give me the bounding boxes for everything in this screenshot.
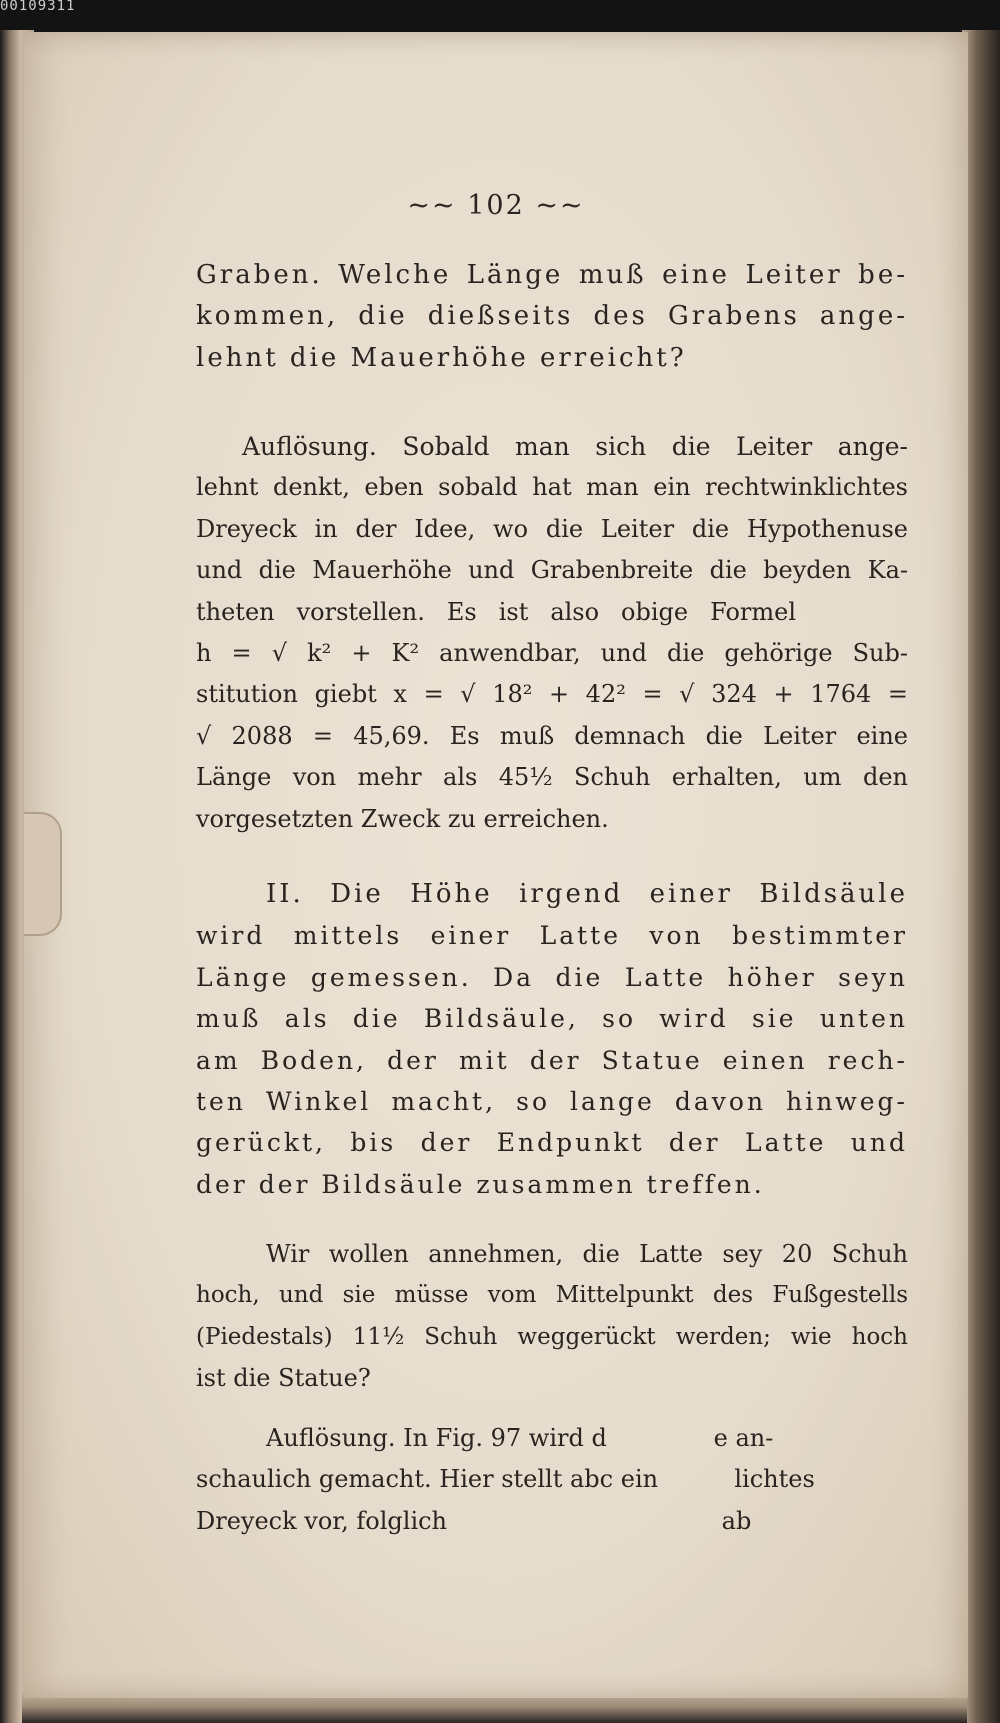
text-line: hoch, und sie müsse vom Mittelpunkt des Fußgestells — [196, 1282, 908, 1309]
text-line: der der Bildsäule zusammen treffen. — [196, 1169, 765, 1199]
text-line: Länge gemessen. Da die Latte höher seyn — [196, 962, 908, 992]
text-line: Graben. Welche Länge muß eine Leiter be- — [196, 260, 908, 290]
paragraph-5 — [196, 1418, 908, 1542]
text-line: und die Mauerhöhe und Grabenbreite die beyden Ka- — [196, 556, 908, 585]
paragraph-3 — [196, 874, 908, 1205]
text-line: Länge von mehr als 45½ Schuh erhalten, um den — [196, 763, 908, 792]
text-line: Wir wollen annehmen, die Latte sey 20 Schuh — [266, 1240, 908, 1268]
paragraph-4 — [196, 1234, 908, 1400]
page-number: ~~ 102 ~~ — [407, 190, 585, 221]
text-line: muß als die Bildsäule, so wird sie unten — [196, 1004, 908, 1034]
scan-id-label: 00109311 — [0, 0, 76, 12]
page-tab — [24, 812, 62, 936]
formula-line: √ 2088 = 45,69. Es muß demnach die Leiter eine — [196, 721, 908, 750]
formula-line: stitution giebt x = √ 18² + 42² = √ 324 + 1764 = — [196, 680, 908, 709]
text-line: am Boden, der mit der Statue einen rech- — [196, 1045, 908, 1075]
paragraph-1 — [196, 255, 908, 379]
text-line: gerückt, bis der Endpunkt der Latte und — [196, 1128, 908, 1158]
text-line: II. Die Höhe irgend einer Bildsäule — [266, 879, 908, 909]
text-line: wird mittels einer Latte von bestimmter — [196, 921, 908, 951]
paragraph-2 — [196, 426, 908, 840]
text-line: ist die Statue? — [196, 1364, 371, 1393]
text-line: theten vorstellen. Es ist also obige Formel — [196, 597, 796, 626]
text-line: schaulich gemacht. Hier stellt abc ein lichtes — [196, 1465, 815, 1494]
formula-line: h = √ k² + K² anwendbar, und die gehörige Sub- — [196, 638, 908, 667]
text-line: lehnt die Mauerhöhe erreicht? — [196, 342, 687, 373]
text-line: ten Winkel macht, so lange davon hinweg- — [196, 1086, 908, 1116]
text-line: Auflösung. In Fig. 97 wird d e an- — [266, 1424, 774, 1452]
text-line: lehnt denkt, eben sobald hat man ein rechtwinklichtes — [196, 473, 908, 502]
book-page — [24, 32, 968, 1698]
text-line: (Piedestals) 11½ Schuh weggerückt werden; wie hoch — [196, 1323, 908, 1350]
text-line: kommen, die dießseits des Grabens ange- — [196, 301, 908, 332]
text-line: Auflösung. Sobald man sich die Leiter ange- — [242, 432, 908, 461]
text-line: Dreyeck vor, folglich ab — [196, 1506, 752, 1535]
text-line: Dreyeck in der Idee, wo die Leiter die Hypothenuse — [196, 514, 908, 543]
text-line: vorgesetzten Zweck zu erreichen. — [196, 804, 609, 833]
